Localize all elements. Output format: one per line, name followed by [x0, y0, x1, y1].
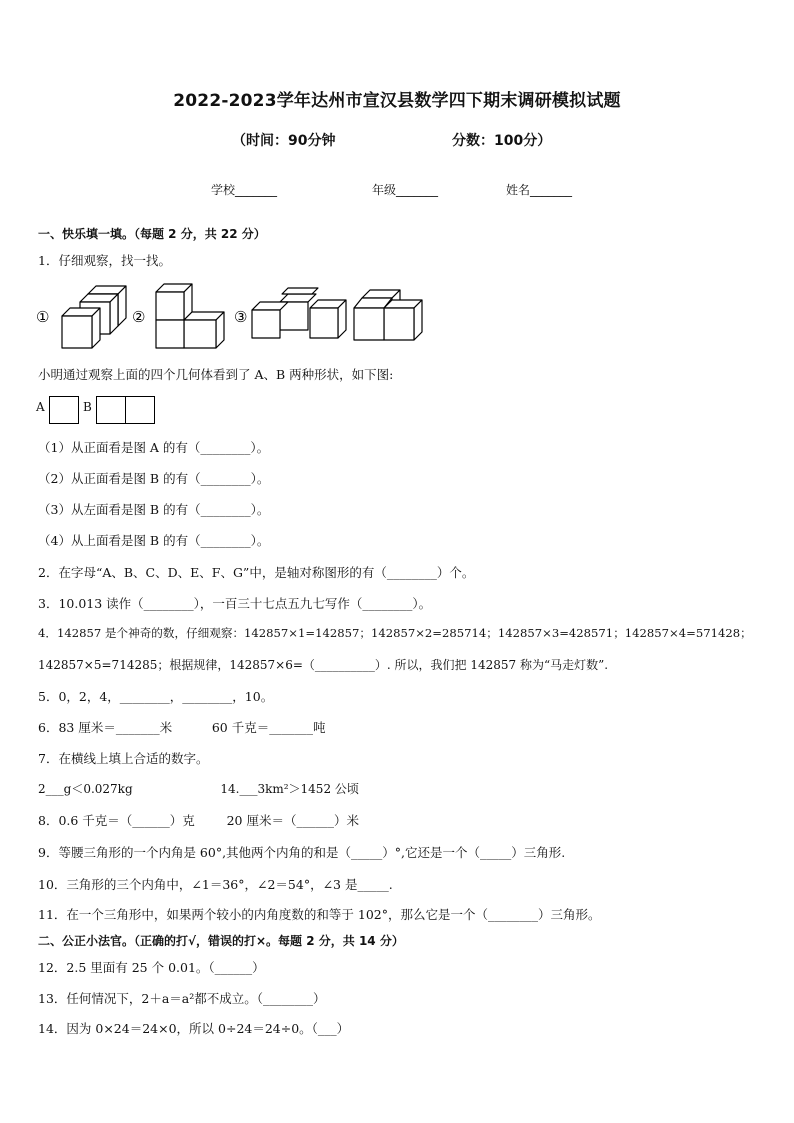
solid-2: [156, 284, 224, 348]
solid-3: [252, 288, 346, 338]
figure-label-3: ③: [234, 308, 248, 326]
section-2-heading: 二、公正小法官。（正确的打√，错误的打×。每题 2 分，共 14 分）: [38, 934, 404, 948]
question-6: 6．83 厘米＝_______米 60 千克＝_______吨: [38, 720, 326, 735]
name-field: 姓名_______: [506, 183, 573, 197]
question-4-line-1: 4．142857 是个神奇的数，仔细观察：142857×1=142857；142857×2=285714；142857×3=428571；142857×4=571428；: [38, 626, 752, 640]
solid-4: [354, 290, 422, 340]
question-7-items: 2___g＜0.027kg 14.___3km²＞1452 公顷: [38, 782, 359, 796]
question-10: 10．三角形的三个内角中，∠1＝36°，∠2＝54°，∠3 是_____.: [38, 877, 393, 892]
shape-a-label: A: [36, 400, 45, 414]
solid-1: [62, 286, 126, 348]
question-2: 2．在字母“A、B、C、D、E、F、G”中，是轴对称图形的有（________）个。: [38, 565, 475, 580]
figure-label-2: ②: [132, 308, 146, 326]
question-1-part-1: （1）从正面看是图 A 的有（________）。: [38, 440, 270, 455]
question-14: 14．因为 0×24＝24×0，所以 0÷24＝24÷0。（___）: [38, 1021, 350, 1036]
school-field: 学校_______: [211, 183, 278, 197]
section-1-heading: 一、快乐填一填。（每题 2 分，共 22 分）: [38, 227, 266, 241]
grade-field: 年级_______: [372, 183, 439, 197]
question-1: 1．仔细观察，找一找。: [38, 253, 171, 268]
question-8: 8．0.6 千克＝（______）克 20 厘米＝（______）米: [38, 813, 359, 828]
shape-b-label: B: [83, 400, 92, 414]
question-11: 11．在一个三角形中，如果两个较小的内角度数的和等于 102°，那么它是一个（________）三角形。: [38, 907, 601, 922]
question-9: 9．等腰三角形的一个内角是 60°,其他两个内角的和是（_____）°,它还是一个（_____）三角形.: [38, 845, 566, 860]
question-1-part-2: （2）从正面看是图 B 的有（________）。: [38, 471, 270, 486]
figure-label-1: ①: [36, 308, 50, 326]
shape-a-square: [49, 396, 79, 424]
question-1-description: 小明通过观察上面的四个几何体看到了 A、B 两种形状，如下图:: [38, 367, 394, 382]
exam-time: （时间：90分钟: [232, 133, 336, 149]
question-12: 12．2.5 里面有 25 个 0.01。（______）: [38, 960, 265, 975]
question-5: 5．0，2，4，________，________，10。: [38, 689, 274, 704]
question-1-part-3: （3）从左面看是图 B 的有（________）。: [38, 502, 270, 517]
question-7: 7．在横线上填上合适的数字。: [38, 751, 209, 766]
question-3: 3．10.013 读作（________），一百三十七点五九七写作（________）。: [38, 596, 432, 611]
question-13: 13．任何情况下，2＋a＝a²都不成立。（________）: [38, 991, 326, 1006]
page-title: 2022-2023学年达州市宣汉县数学四下期末调研模拟试题: [173, 91, 621, 111]
shape-b-square-left: [96, 396, 126, 424]
question-1-part-4: （4）从上面看是图 B 的有（________）。: [38, 533, 270, 548]
exam-score: 分数：100分）: [452, 133, 552, 149]
shape-b-square-right: [125, 396, 155, 424]
question-4-line-2: 142857×5=714285；根据规律，142857×6=（__________）. 所以，我们把 142857 称为“马走灯数”.: [38, 658, 609, 672]
block-figures: [36, 282, 436, 354]
